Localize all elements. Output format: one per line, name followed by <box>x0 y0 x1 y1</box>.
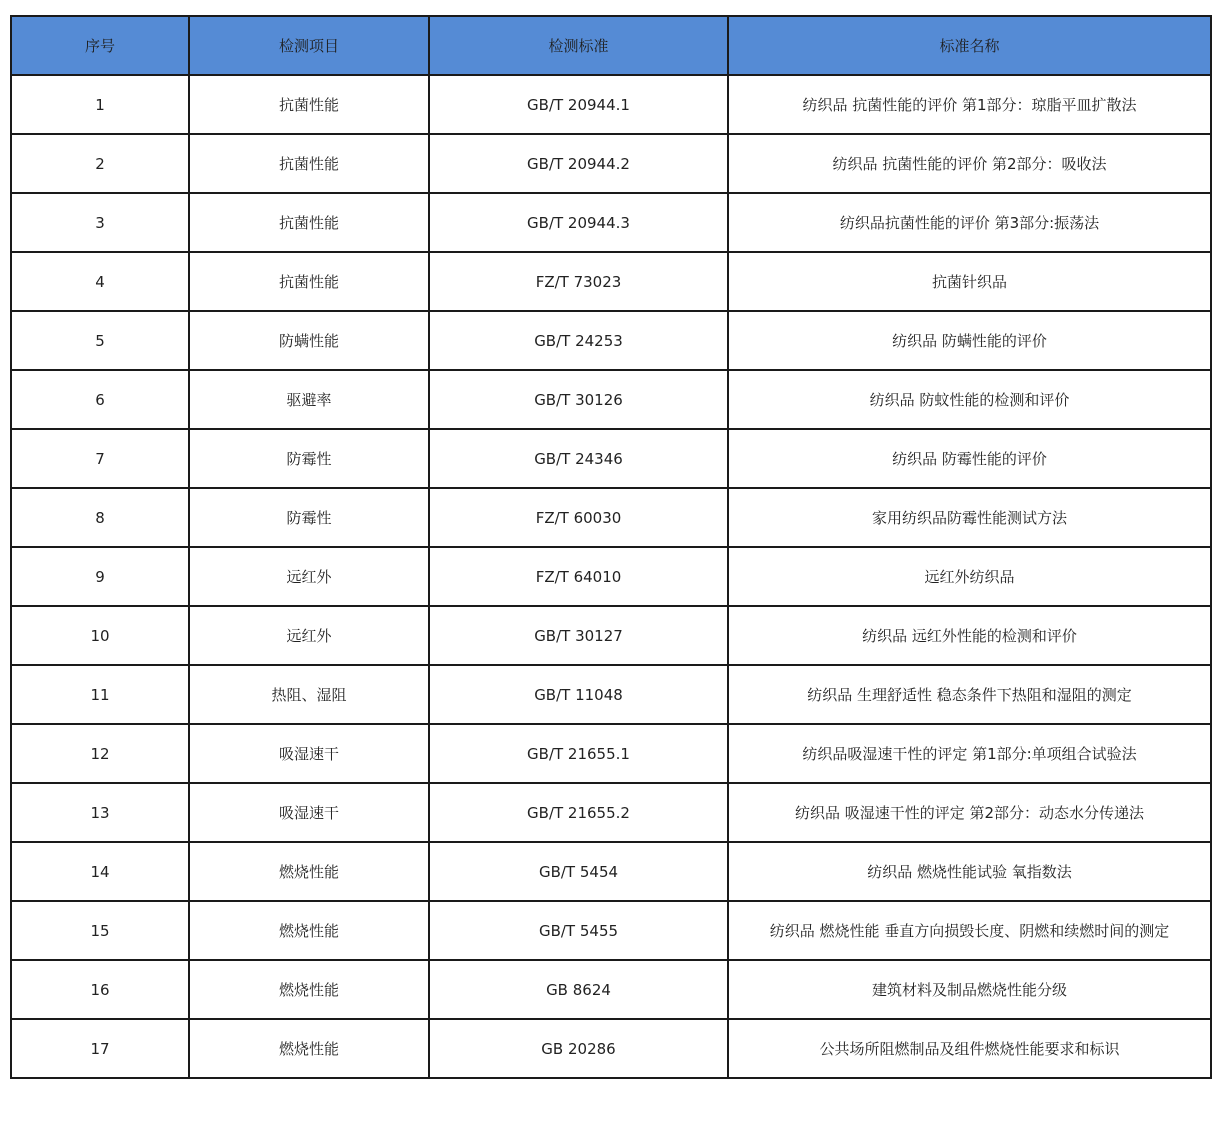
cell-test-standard: GB/T 20944.1 <box>429 75 728 134</box>
cell-standard-name: 纺织品 抗菌性能的评价 第2部分：吸收法 <box>728 134 1211 193</box>
table-row <box>11 901 1211 960</box>
cell-standard-name: 纺织品 抗菌性能的评价 第1部分：琼脂平皿扩散法 <box>728 75 1211 134</box>
cell-test-standard: GB/T 21655.1 <box>429 724 728 783</box>
table-row <box>11 311 1211 370</box>
cell-test-standard: GB/T 20944.3 <box>429 193 728 252</box>
cell-test-item: 抗菌性能 <box>189 252 429 311</box>
cell-test-standard: GB/T 11048 <box>429 665 728 724</box>
cell-test-standard: GB/T 24346 <box>429 429 728 488</box>
cell-index: 2 <box>11 134 189 193</box>
cell-test-standard: GB/T 21655.2 <box>429 783 728 842</box>
cell-index: 1 <box>11 75 189 134</box>
cell-standard-name: 公共场所阻燃制品及组件燃烧性能要求和标识 <box>728 1019 1211 1078</box>
cell-test-item: 防霉性 <box>189 429 429 488</box>
table-row <box>11 75 1211 134</box>
cell-test-item: 燃烧性能 <box>189 842 429 901</box>
cell-index: 8 <box>11 488 189 547</box>
cell-test-item: 燃烧性能 <box>189 901 429 960</box>
cell-test-item: 防霉性 <box>189 488 429 547</box>
cell-test-item: 远红外 <box>189 606 429 665</box>
table-row <box>11 193 1211 252</box>
table-row <box>11 606 1211 665</box>
table-row <box>11 134 1211 193</box>
cell-test-standard: GB/T 30126 <box>429 370 728 429</box>
cell-test-item: 抗菌性能 <box>189 134 429 193</box>
cell-test-standard: GB/T 30127 <box>429 606 728 665</box>
cell-index: 13 <box>11 783 189 842</box>
cell-standard-name: 纺织品 远红外性能的检测和评价 <box>728 606 1211 665</box>
cell-index: 4 <box>11 252 189 311</box>
table-row <box>11 783 1211 842</box>
cell-index: 14 <box>11 842 189 901</box>
cell-standard-name: 纺织品 生理舒适性 稳态条件下热阻和湿阻的测定 <box>728 665 1211 724</box>
cell-standard-name: 远红外纺织品 <box>728 547 1211 606</box>
cell-test-standard: GB/T 5455 <box>429 901 728 960</box>
cell-test-standard: GB 20286 <box>429 1019 728 1078</box>
header-standard-name: 标准名称 <box>728 16 1211 75</box>
cell-test-standard: FZ/T 64010 <box>429 547 728 606</box>
cell-standard-name: 抗菌针织品 <box>728 252 1211 311</box>
cell-standard-name: 纺织品 防蚊性能的检测和评价 <box>728 370 1211 429</box>
cell-standard-name: 纺织品抗菌性能的评价 第3部分:振荡法 <box>728 193 1211 252</box>
standards-table-container <box>10 15 1210 1079</box>
cell-test-item: 燃烧性能 <box>189 1019 429 1078</box>
table-header-row <box>11 16 1211 75</box>
table-row <box>11 429 1211 488</box>
cell-index: 15 <box>11 901 189 960</box>
cell-index: 9 <box>11 547 189 606</box>
header-index: 序号 <box>11 16 189 75</box>
cell-test-item: 防螨性能 <box>189 311 429 370</box>
cell-index: 7 <box>11 429 189 488</box>
table-row <box>11 547 1211 606</box>
cell-test-standard: GB/T 24253 <box>429 311 728 370</box>
standards-table <box>10 15 1212 1079</box>
cell-test-item: 远红外 <box>189 547 429 606</box>
header-test-standard: 检测标准 <box>429 16 728 75</box>
table-row <box>11 724 1211 783</box>
cell-test-item: 燃烧性能 <box>189 960 429 1019</box>
cell-test-item: 吸湿速干 <box>189 783 429 842</box>
table-body <box>11 75 1211 1078</box>
header-test-item: 检测项目 <box>189 16 429 75</box>
table-row <box>11 370 1211 429</box>
cell-standard-name: 建筑材料及制品燃烧性能分级 <box>728 960 1211 1019</box>
cell-standard-name: 纺织品 燃烧性能 垂直方向损毁长度、阴燃和续燃时间的测定 <box>728 901 1211 960</box>
cell-standard-name: 纺织品 燃烧性能试验 氧指数法 <box>728 842 1211 901</box>
cell-standard-name: 纺织品 吸湿速干性的评定 第2部分：动态水分传递法 <box>728 783 1211 842</box>
table-row <box>11 842 1211 901</box>
cell-test-item: 热阻、湿阻 <box>189 665 429 724</box>
cell-standard-name: 纺织品吸湿速干性的评定 第1部分:单项组合试验法 <box>728 724 1211 783</box>
cell-test-item: 抗菌性能 <box>189 193 429 252</box>
cell-index: 3 <box>11 193 189 252</box>
table-row <box>11 488 1211 547</box>
cell-test-standard: FZ/T 73023 <box>429 252 728 311</box>
table-row <box>11 665 1211 724</box>
cell-index: 10 <box>11 606 189 665</box>
cell-test-standard: FZ/T 60030 <box>429 488 728 547</box>
cell-test-item: 驱避率 <box>189 370 429 429</box>
cell-test-standard: GB/T 5454 <box>429 842 728 901</box>
cell-test-item: 吸湿速干 <box>189 724 429 783</box>
cell-test-standard: GB 8624 <box>429 960 728 1019</box>
cell-index: 6 <box>11 370 189 429</box>
table-row <box>11 960 1211 1019</box>
cell-test-item: 抗菌性能 <box>189 75 429 134</box>
cell-index: 16 <box>11 960 189 1019</box>
cell-standard-name: 纺织品 防霉性能的评价 <box>728 429 1211 488</box>
cell-index: 5 <box>11 311 189 370</box>
cell-index: 12 <box>11 724 189 783</box>
cell-index: 11 <box>11 665 189 724</box>
cell-test-standard: GB/T 20944.2 <box>429 134 728 193</box>
cell-standard-name: 纺织品 防螨性能的评价 <box>728 311 1211 370</box>
table-row <box>11 1019 1211 1078</box>
cell-standard-name: 家用纺织品防霉性能测试方法 <box>728 488 1211 547</box>
table-row <box>11 252 1211 311</box>
cell-index: 17 <box>11 1019 189 1078</box>
